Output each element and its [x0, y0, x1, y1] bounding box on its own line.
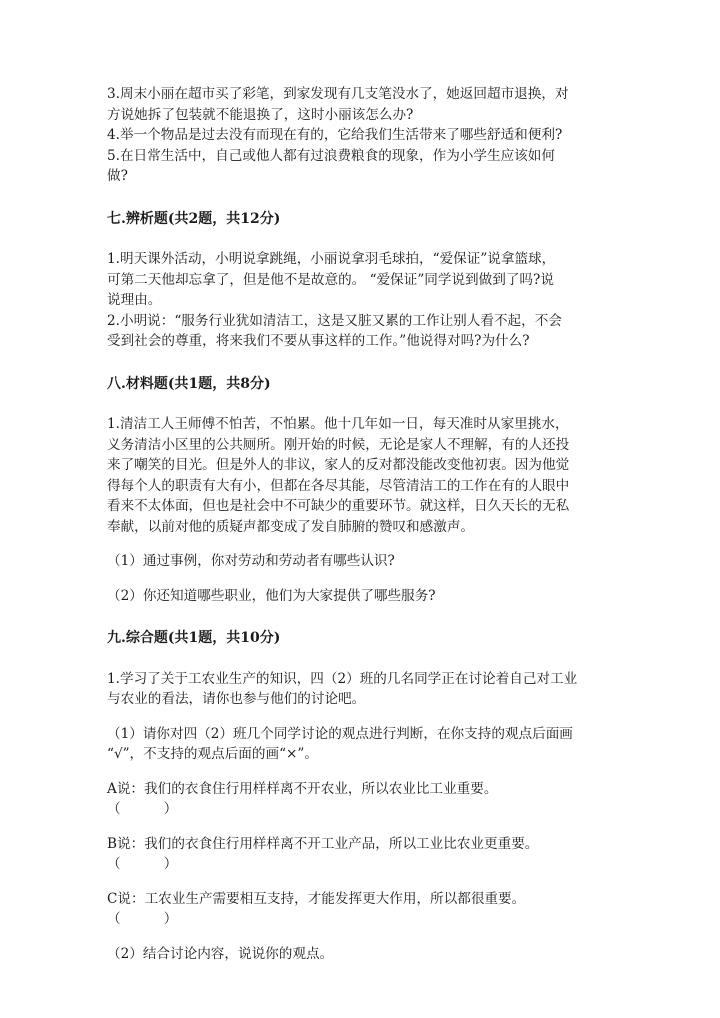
s7-question-1-line3: 说理由。: [107, 292, 162, 308]
s7-question-2-line2: 受到社会的尊重，将来我们不要从事这样的工作。”他说得对吗?为什么?: [107, 333, 530, 349]
section9-intro: [107, 669, 621, 710]
option-c-text: C说：工农业生产需要相互支持，才能发挥更大作用，所以都很重要。: [107, 890, 526, 907]
passage-line: 得每个人的职责有大有小，但都在各尽其能，尽管清洁工的工作在有的人眼中: [107, 477, 570, 494]
option-a: [107, 779, 621, 820]
s8-subquestion-2: （2）你还知道哪些职业，他们为大家提供了哪些服务?: [107, 587, 436, 604]
passage-line: 义务清洁小区里的公共厕所。刚开始的时候，无论是家人不理解，有的人还投: [107, 436, 570, 453]
question-5-line1: 5.在日常生活中，自己或他人都有过浪费粮食的现象，作为小学生应该如何: [107, 147, 555, 164]
passage-line: 来了嘲笑的目光。但是外人的非议，家人的反对都没能改变他初衷。因为他觉: [107, 457, 570, 473]
option-b-text: B说：我们的衣食住行用样样离不开工业产品，所以工业比农业更重要。: [107, 835, 539, 852]
s8-subquestion-1: （1）通过事例，你对劳动和劳动者有哪些认识?: [107, 553, 395, 569]
section6-questions: [107, 84, 621, 187]
option-c-answer-blank[interactable]: （ ）: [107, 911, 178, 927]
s9-subquestion-1: [107, 724, 621, 765]
exam-page: [107, 84, 621, 964]
option-a-answer-blank[interactable]: （ ）: [107, 801, 178, 817]
passage-line: 1.清洁工人王师傅不怕苦，不怕累。他十几年如一日，每天准时从家里挑水，: [107, 416, 569, 432]
option-a-text: A说：我们的衣食住行用样样离不开农业，所以农业比工业重要。: [107, 780, 498, 797]
question-3-line1: 3.周末小丽在超市买了彩笔，到家发现有几支笔没水了，她返回超市退换，对: [107, 86, 569, 102]
section9-heading: 九.综合题(共1题，共10分): [107, 630, 281, 646]
s9-subquestion-2: （2）结合讨论内容，说说你的观点。: [107, 945, 334, 962]
s7-question-2-line1: 2.小明说：“服务行业犹如清洁工，这是又脏又累的工作让别人看不起，不会: [107, 312, 562, 329]
question-3-line2: 方说她拆了包装就不能退换了，这时小丽该怎么办?: [107, 106, 414, 123]
s9-intro-line1: 1.学习了关于工农业生产的知识，四（2）班的几名同学正在讨论着自己对工业: [107, 670, 578, 687]
passage-line: 看来不太体面，但也是社会中不可缺少的重要环节。就这样，日久天长的无私: [107, 498, 570, 514]
question-4: 4.举一个物品是过去没有而现在有的，它给我们生活带来了哪些舒适和便利?: [107, 127, 563, 143]
section8-passage: [107, 414, 621, 537]
s7-question-1-line2: 可第二天他却忘拿了，但是他不是故意的。 “爱保证”同学说到做到了吗?说: [107, 271, 554, 288]
section7-heading: 七.辨析题(共2题，共12分): [107, 210, 281, 227]
question-5-line2: 做?: [107, 168, 128, 184]
s9-sub1-line2: “√”，不支持的观点后面的画“×”。: [107, 746, 318, 762]
section8-heading: 八.材料题(共1题，共8分): [107, 375, 271, 392]
section7-questions: [107, 249, 621, 352]
s7-question-1-line1: 1.明天课外活动，小明说拿跳绳，小丽说拿羽毛球拍，“爱保证”说拿篮球，: [107, 251, 556, 267]
option-b-answer-blank[interactable]: （ ）: [107, 856, 178, 872]
option-c: [107, 889, 621, 930]
s9-intro-line2: 与农业的看法，请你也参与他们的讨论吧。: [107, 691, 366, 707]
option-b: [107, 834, 621, 875]
s9-sub1-line1: （1）请你对四（2）班几个同学讨论的观点进行判断，在你支持的观点后面画: [107, 725, 573, 742]
passage-line: 奉献，以前对他的质疑声都变成了发自肺腑的赞叹和感激声。: [107, 518, 475, 535]
